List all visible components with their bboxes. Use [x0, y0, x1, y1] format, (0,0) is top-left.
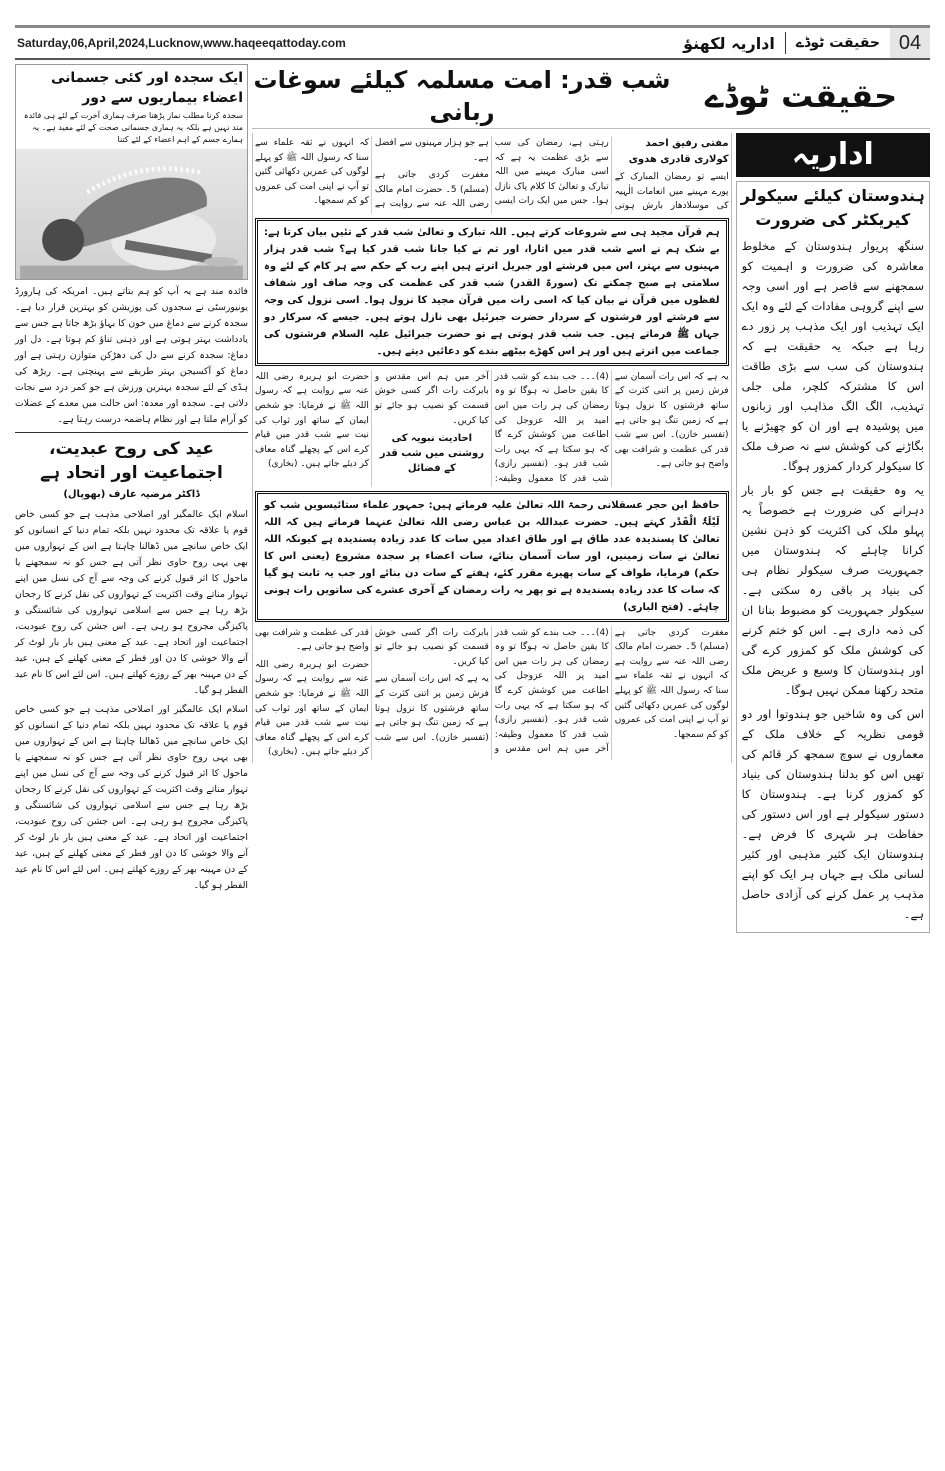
dateline: Saturday,06,April,2024,Lucknow,www.haqeeqattoday.com [17, 36, 346, 50]
editorial-paragraph: سنگھ پریوار ہندوستان کے مخلوط معاشرہ کی ضرورت و اہمیت کو سمجھنے سے قاصر ہے اور اسی وجہ سے اپنے گروہی مفادات کے لئے وہ ایک ایک تہذیب اور ایک مذہب پر زور دے رہا ہے جبکہ یہ حقیقت ہے کہ ہندوستان کی سب سے بڑی طاقت اس کا مشترکہ کلچر، ملی جلی تہذیب، الگ الگ مذاہب اور زبانوں میں پوشیدہ ہے اور ان کو چھیڑنے یا بگاڑنے کی کوشش سے نہ صرف ملک کا سیکولر کردار کمزور ہوگا۔ [741, 239, 924, 473]
body-row [252, 133, 930, 933]
main-area [248, 64, 930, 933]
editorial-headline: ہندوستان کیلئے سیکولر کیریکٹر کی ضرورت [740, 186, 925, 229]
masthead [15, 25, 930, 60]
paragraph: حضرت ابو ہریرہ رضی اللہ عنہ سے روایت ہے کہ رسول اللہ ﷺ نے فرمایا: جو شخص ایمان کے ساتھ اور ثواب کی نیت سے شب قدر میں قیام کرے اس کے پچھلے گناہ معاف کر دیئے جاتے ہیں۔ (بخاری) [255, 371, 369, 470]
eid-headline: عید کی روح عبدیت، اجتماعیت اور اتحاد ہے [40, 439, 223, 483]
article-columns-middle [255, 370, 729, 487]
article-subheading: احادیث نبویہ کی روشنی میں شب قدر کے فضائل [379, 433, 484, 475]
editorial-paragraph: اس کی وہ شاخیں جو ہندوتوا اور دو قومی نظریہ کے خلاف ملک کے معماروں نے سوچ سمجھ کر قائم کی تھیں اس کو بدلنا ہندوستان کی بنیاد کو کمزور کرنا ہے۔ ہندوستان کا دستور سیکولر ہے اور اس دستور کی حفاظت ہر شہری کا فرض ہے۔ ہندوستان ایک کثیر مذہبی اور کثیر لسانی ملک ہے جہاں ہر ایک کو اپنے مذہب پر عمل کرنے کی آزادی حاصل ہے۔ [741, 707, 924, 921]
promo-headline: ایک سجدہ اور کئی جسمانی اعضاء بیماریوں سے دور [50, 70, 243, 106]
headline-row [252, 64, 930, 129]
fath-al-bari-quote-box: حافظ ابن حجر عسقلانی رحمۃ اللہ تعالیٰ علیہ فرماتے ہیں: جمہور علماء ستائیسویں شب کو لَیْلَۃُ الْقَدْر کہتے ہیں۔ حضرت عبداللہ بن عباس رضی اللہ تعالیٰ عنہما فرماتے ہیں کہ اللہ تعالیٰ کا پسندیدہ عدد طاق ہے اور طاق اعداد میں سات کا عدد زیادہ پسندیدہ ہے کیونکہ اللہ تعالیٰ نے سات زمینیں، اور سات آسمان بنائے، سات اعضاء پر سجدہ مشروع (یعنی اس کا حکم) فرمایا، طواف کے سات پھیرے مقرر کئے، ہفتے کے سات دن بنائے اور جب یہ ثابت ہو گیا کہ سات کا عدد زیادہ پسندیدہ ہے تو پھر یہ رات رمضان کے آخری عشرے کی ساتویں رات ہونی چاہئے۔ (فتح الباری) [255, 491, 729, 622]
page-grid [15, 64, 930, 933]
author-name: مفتی رفیق احمد کولاری قادری ھدوی [628, 138, 729, 165]
newspaper-logo: حقیقت ٹوڈے [704, 77, 898, 115]
editorial-label: اداریہ [736, 133, 930, 177]
paragraph: (4)۔۔۔ جب بندے کو شب قدر کا یقین حاصل نہ ہوگا تو وہ رمضان کی ہر رات میں اس امید پر اللہ عزوجل کی اطاعت میں کوشش کرے گا کہ ہو سکتا ہے کہ یہی رات شب قدر ہو۔ (تفسیر رازی) شب قدر کا معمول وظیفہ: آخر میں ہم اس مقدس و بابرکت رات اگر کسی خوش قسمت کو نصیب ہو جائے تو کیا کریں۔ [374, 627, 609, 755]
paragraph: ایسے تو رمضان المبارک کے پورے مہینے میں انعامات الٰہیہ کی موسلادھار بارش ہوتی رہتی ہے، رمضان کی سب سے بڑی عظمت یہ ہے کہ اسی مبارک مہینے میں اللہ تبارک و تعالیٰ کا کلام پاک نازل ہوا۔ جس میں ایک رات ایسی ہے جو ہزار مہینوں سے افضل ہے۔ [374, 138, 729, 212]
shab-e-qadr-article [252, 133, 732, 763]
masthead-separator [785, 32, 786, 54]
section-title: اداریہ لکھنؤ [683, 33, 775, 53]
quran-quote-box: ہم قرآن مجید ہی سے شروعات کرتے ہیں۔ اللہ تبارک و تعالیٰ شب قدر کے تئیں بیان کرتا ہے: بے شک ہم نے اسے شب قدر میں اتارا، اور تم نے کیا جانا شب قدر کیا ہے؟ شب قدر ہزار مہینوں سے بہتر، اس میں فرشتے اور جبریل اترتے ہیں اپنے رب کے حکم سے ہر کام کے لئے وہ سلامتی ہے صبح چمکنے تک (سورۃ القدر) شب قدر کی عظمت کی وجہ صاف اور شفاف لفظوں میں قرآن نے بیان کیا کہ اسی رات میں قرآن مجید کا نزول ہوا۔ اسی نزول کی وجہ سے فرشتے اور فرشتوں کے سردار حضرت جبرئیل بھی نازل ہوتے ہیں۔ جیسے کہ سرکار دو جہاں ﷺ فرماتے ہیں۔ جب شب قدر ہوتی ہے تو حضرت جبرائیل علیہ السلام فرشتوں کی جماعت میں اترتے ہیں اور ہر اس کھڑے بیٹھے بندے کو دعائیں دیتے ہیں۔ [255, 218, 729, 366]
eid-article-body [15, 507, 248, 894]
left-column [15, 64, 248, 933]
article-columns-bottom [255, 626, 729, 760]
editorial-paragraph: یہ وہ حقیقت ہے جس کو بار بار دہرانے کی ضرورت ہے خصوصاً یہ پہلو ملک کی اکثریت کو ذہن نشین کرانا چاہئے کہ ہندوستان میں جمہوریت صرف سیکولر نظام ہی کی بنیاد پر باقی رہ سکتی ہے۔ سیکولر جمہوریت کو مضبوط بنانا ان کی ذمہ داری ہے۔ اس کو ختم کرنے کی کوشش ملک کو کمزور کرے گی اور ہندوستان کا وسیع و عریض ملک متحد رکھنا ممکن نہیں ہوگا۔ [741, 483, 924, 697]
eid-byline: ڈاکٹر مرضیہ عارف (بھوپال) [63, 489, 200, 500]
paragraph: یہ ہے کہ اس رات آسمان سے فرش زمین پر اتنی کثرت کے ساتھ فرشتوں کا نزول ہوتا ہے کہ زمین تنگ ہو جاتی ہے (تفسیر خازن)۔ اس سے شب قدر کی عظمت و شرافت بھی واضح ہو جاتی ہے۔ [255, 627, 489, 743]
masthead-logo: حقیقت ٹوڈے [795, 35, 880, 51]
promo-box [15, 64, 248, 280]
paragraph: (4)۔۔۔ جب بندے کو شب قدر کا یقین حاصل نہ ہوگا تو وہ رمضان کی ہر رات میں اس امید پر اللہ عزوجل کی اطاعت میں کوشش کرے گا کہ ہو سکتا ہے کہ یہی رات شب قدر ہو۔ (تفسیر رازی) شب قدر کا معمول وظیفہ: آخر میں ہم اس مقدس و بابرکت رات اگر کسی خوش قسمت کو نصیب ہو جائے تو کیا کریں۔ [374, 371, 609, 484]
article-columns-top [255, 136, 729, 214]
eid-paragraph: اسلام ایک عالمگیر اور اصلاحی مذہب ہے جو کسی خاص قوم یا علاقہ تک محدود نہیں بلکہ تمام دنیا کے انسانوں کو ایک خاص سانچے میں ڈھالنا چاہتا ہے اس کے تہواروں میں بھی یہی روح حاوی نظر آتی ہے جس کو نہ سمجھنے یا ماحول کا اثر قبول کرنے کی وجہ سے آج کی نسل میں اپنے تہوار مناتے وقت اکثریت کے تہواروں کی نقل کرنے کا رجحان بڑھ رہا ہے جس سے اسلامی تہواروں کی شائستگی و پاکیزگی مجروح ہو رہی ہے۔ اس جشن کی روح عبودیت، اجتماعیت اور اتحاد ہے۔ عید کے معنی ہیں بار بار لوٹ کر آنے والا خوشی کا دن اور فطر کے معنی کھلنے کے ہیں، عید کے دن مہینہ بھر کے روزے کھلتے ہیں۔ اس لئے اس کا نام عید الفطر ہو گیا۔ [15, 509, 248, 696]
editorial-column [736, 181, 930, 933]
editorial-body [737, 236, 929, 932]
divider [15, 432, 248, 433]
paragraph: حضرت ابو ہریرہ رضی اللہ عنہ سے روایت ہے کہ رسول اللہ ﷺ نے فرمایا: جو شخص ایمان کے ساتھ اور ثواب کی نیت سے شب قدر میں قیام کرے اس کے پچھلے گناہ معاف کر دیئے جاتے ہیں۔ (بخاری) [255, 659, 369, 758]
editorial [736, 133, 930, 933]
prostration-photo [16, 149, 247, 279]
page-number: 04 [890, 28, 930, 58]
paragraph: مغفرت کردی جاتی ہے (مسلم) 5۔ حضرت امام مالک رضی اللہ عنہ سے روایت ہے کہ انہوں نے ثقہ علماء سے سنا کہ رسول اللہ ﷺ کو پہلے لوگوں کی عمریں دکھائی گئیں تو آپ نے اپنی امت کی عمروں کو کم سمجھا۔ [255, 138, 489, 210]
sajda-article-body: فائدہ مند ہے یہ آپ کو ہم بتاتے ہیں۔ امریکہ کی ہارورڈ یونیورسٹی نے سجدوں کی پوزیشن کو بہترین قرار دیا ہے۔ سجدہ کرنے سے دماغ میں خون کا بہاؤ بڑھ جاتا ہے جس سے یادداشت بہتر ہوتی ہے اور ذہنی تناؤ کم ہوتا ہے۔ دل اور دماغ: سجدہ کرنے سے دل کی دھڑکن متوازن رہتی ہے اور دماغ کو آکسیجن بہتر طریقے سے پہنچتی ہے۔ ریڑھ کی ہڈی کے لئے سجدہ بہترین ورزش ہے جو کمر درد سے نجات دلاتی ہے۔ سجدہ اور معدہ: اس حالت میں معدے کے عضلات کو آرام ملتا ہے اور نظام ہاضمہ درست رہتا ہے۔ [15, 286, 248, 425]
eid-paragraph: اسلام ایک عالمگیر اور اصلاحی مذہب ہے جو کسی خاص قوم یا علاقہ تک محدود نہیں بلکہ تمام دنیا کے انسانوں کو ایک خاص سانچے میں ڈھالنا چاہتا ہے اس کے تہواروں میں بھی یہی روح حاوی نظر آتی ہے جس کو نہ سمجھنے یا ماحول کا اثر قبول کرنے کی وجہ سے آج کی نسل میں اپنے تہوار مناتے وقت اکثریت کے تہواروں کی نقل کرنے کا رجحان بڑھ رہا ہے جس سے اسلامی تہواروں کی شائستگی و پاکیزگی مجروح ہو رہی ہے۔ اس جشن کی روح عبودیت، اجتماعیت اور اتحاد ہے۔ عید کے معنی ہیں بار بار لوٹ کر آنے والا خوشی کا دن اور فطر کے معنی کھلنے کے ہیں، عید کے دن مہینہ بھر کے روزے کھلتے ہیں۔ اس لئے اس کا نام عید الفطر ہو گیا۔ [15, 704, 248, 891]
paragraph: یہ ہے کہ اس رات آسمان سے فرش زمین پر اتنی کثرت کے ساتھ فرشتوں کا نزول ہوتا ہے کہ زمین تنگ ہو جاتی ہے (تفسیر خازن)۔ اس سے شب قدر کی عظمت و شرافت بھی واضح ہو جاتی ہے۔ [614, 371, 729, 470]
masthead-right [683, 28, 930, 58]
prostration-figure-icon [16, 149, 247, 279]
paragraph: مغفرت کردی جاتی ہے (مسلم) 5۔ حضرت امام مالک رضی اللہ عنہ سے روایت ہے کہ انہوں نے ثقہ علماء سے سنا کہ رسول اللہ ﷺ کو پہلے لوگوں کی عمریں دکھائی گئیں تو آپ نے اپنی امت کی عمروں کو کم سمجھا۔ [614, 627, 729, 740]
promo-intro: سجدہ کرنا مطلب نماز پڑھنا صرف ہماری آخرت کے لئے ہی فائدہ مند نہیں ہے بلکہ یہ ہماری جسمانی صحت کے لئے مفید ہے۔ یہ ہمارے جسم کے اہم اعضاء کے لئے کتنا [23, 111, 243, 144]
main-headline: شب قدر: امت مسلمہ کیلئے سوغات ربانی [253, 66, 671, 126]
